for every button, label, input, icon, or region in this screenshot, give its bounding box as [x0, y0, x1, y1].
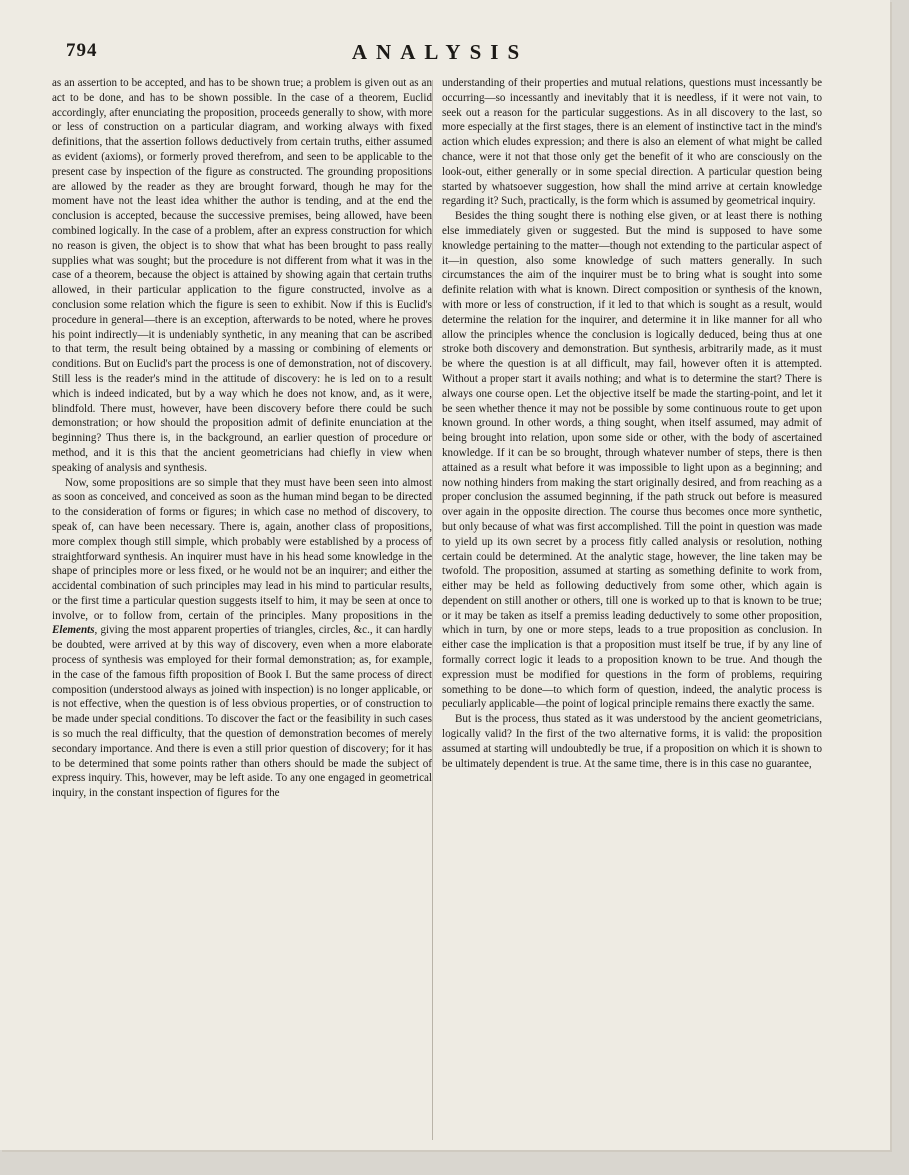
right-paragraph-3: But is the process, thus stated as it was understood by the ancient geometricians, logically valid? In the first of the two alternative forms, it is valid: the proposition assumed at starting will undoubtedly be true, if a proposition on which it is shown to be ultimately dependent is true. At the same time, there is in this case no guarantee, — [442, 713, 822, 770]
right-column — [442, 76, 822, 1136]
right-paragraph-2: Besides the thing sought there is nothing else given, or at least there is nothing else immediately given or suggested. But the mind is supposed to have some knowledge pertaining to the matter—though not extending to the particular aspect of it—in question, also some knowledge of such matters generally. In such circumstances the aim of the inquirer must be to bring what is sought into some definite relation with what is known. Direct composition or synthesis of the known, with more or less of construction, if it led to that which is sought as a result, would determine the relation for the inquirer, and determine it in like manner for all who allow the principles whence the conclusion is logically deduced, being thus at one stroke both discovery and demonstration. But synthesis, arbitrarily made, as it must be where the question is at all difficult, may fail, however often it is attempted. Without a proper start it avails nothing; and what is to determine the start? There is always one course open. Let the objective itself be made the starting-point, and let it be seen whether thence it may not be possible by some continuous route to get upon known ground. In other words, a thing sought, when itself assumed, may admit of being brought into relation, upon some side or other, with the body of ascertained knowledge. If it can be so brought, through whatever number of steps, there is then attained as a result what before it was impossible to light upon as a beginning; and now nothing hinders from making the start originally desired, and from reaching as a proper conclusion the assumed beginning, if the path struck out before is measured over again in the opposite direction. The course thus becomes once more synthetic, but only because of what was first accomplished. Till the point in question was made to yield up its own secret by a process fitly called analysis or resolution, nothing certain could be determined. At the analytic stage, however, the line taken may be twofold. The proposition, assumed at starting as something definite to work from, either may be held as following deductively from some other, which again is dependent on still another or others, till one is worked up to that is known to be true; or it may be taken as itself a premiss leading deductively to some other proposition, which in turn, by one or more steps, leads to a true proposition as conclusion. In either case the implication is that a proposition must itself be true, if by any line of formally correct logic it leads to a proposition known to be true. And though the expression must be modified for questions in the form of problems, requiring something to be done—to which form of question, indeed, the analytic process is peculiarly applicable—the point of logical principle remains there exactly the same. — [442, 210, 822, 711]
page-number: 794 — [66, 40, 98, 61]
left-paragraph-1: as an assertion to be accepted, and has to be shown true; a problem is given out as an act to be done, and has to be shown possible. In the case of a theorem, Euclid accordingly, after enunciating the proposition, proceeds generally to show, with more or less of construction on a particular diagram, and working always with fixed definitions, that the assertion follows deductively from certain truths, either assumed as evident (axioms), or formerly proved therefrom, and seen to be applicable to the present case by inspection of the figure as constructed. The grounding propositions are allowed by the reader as they are brought forward, though he may for the moment have not the least idea whither the author is tending, and at the end the conclusion is accepted, because the successive premises, being allowed, have been combined logically. In the case of a problem, after an express construction for which no reason is given, the object is to show that what has been brought to pass really supplies what was sought; but the procedure is not different from what it was in the case of a theorem, because the object is attained by showing again that certain truths allowed, in their particular application to the figure constructed, involve as a conclusion some relation which the figure is seen to exhibit. Now if this is Euclid's procedure in general—there is an exception, afterwards to be noted, where he proves his point indirectly—it is undeniably synthetic, in any meaning that can be ascribed to that term, the result being obtained by a massing or combining of elements or conditions. But on Euclid's part the process is one of demonstration, not of discovery. Still less is the reader's mind in the attitude of discovery: he is led on to a result which is indeed indicated, but by a way which he does not know, and, as it were, blindfold. There must, however, have been discovery before there could be such demonstration; or how should the proposition admit of definite enunciation at the beginning? Thus there is, in the background, an earlier question of procedure or method, and it is this that the ancient geometricians had chiefly in view when speaking of analysis and synthesis. — [52, 77, 432, 474]
column-divider — [432, 80, 433, 1140]
elements-book-title: Elements — [52, 624, 95, 637]
left-column — [52, 76, 432, 1136]
left-paragraph-2 — [52, 476, 432, 802]
right-paragraph-1: understanding of their properties and mutual relations, questions must incessantly be occurring—so incessantly and inevitably that it is needless, if it were not vain, to seek out a reason for the particular suggestions. As in all discovery to the last, so more especially at the first stages, there is an element of instinctive tact in the mind's action which eludes expression; and there is also an element of what might be called chance, were it not that those only get the benefit of it who are consciously on the look-out, either generally or in some special direction. A particular question being started by whatsoever suggestion, how shall the mind arrive at certain knowledge regarding it? Such, practically, is the form which is assumed by geometrical inquiry. — [442, 77, 822, 208]
paragraph-text: Now, some propositions are so simple that they must have been seen into almost as soon as conceived, and conceived as soon as the human mind began to be directed to the consideration of forms or figures; in which case no method of discovery, to speak of, can have been necessary. There is, again, another class of propositions, more complex though still simple, which probably were established by a process of straightforward synthesis. An inquirer must have in his head some knowledge in the shape of principles more or less fixed, or he would not be an inquirer; and either the accidental combination of such principles may lead in his mind to particular results, or the first time a particular question suggests itself to him, it may be seen at once to involve, or to follow from, certain of the principles. Many propositions in the — [52, 476, 432, 622]
running-title: ANALYSIS — [351, 40, 529, 64]
paragraph-text: , giving the most apparent properties of triangles, circles, &c., it can hardly be doubted, were arrived at by this way of discovery, even when a more elaborate process of synthesis was employed for their formal demonstration; as, for example, in the case of the famous fifth proposition of Book I. But the same process of direct composition (understood always as joined with inspection) is no longer applicable, or is not effective, when the question is of less obvious properties, or of construction to be made under special conditions. To discover the fact or the feasibility in such cases is so much the real difficulty, that the question of demonstration becomes of merely secondary importance. And there is even a still prior question of discovery; for it has to be determined that some points rather than others should be made the subject of express inquiry. This, however, may be left aside. To any one engaged in geometrical inquiry, in the constant inspection of figures for the — [52, 624, 432, 800]
page-header — [66, 40, 814, 68]
